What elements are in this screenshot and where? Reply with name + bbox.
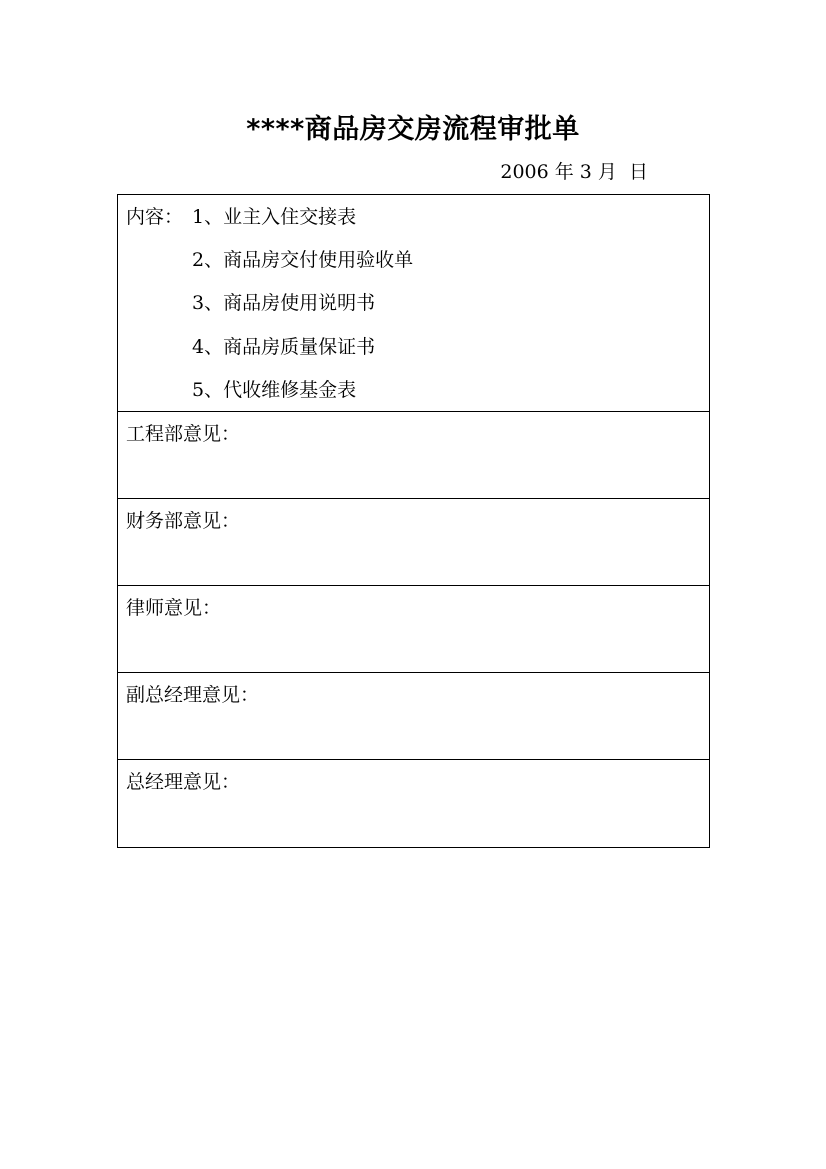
content-item-3: 3、商品房使用说明书: [192, 292, 376, 314]
gm-opinion-label: 总经理意见：: [126, 771, 241, 793]
gm-opinion-row[interactable]: [118, 760, 709, 847]
deputy-gm-opinion-row[interactable]: [118, 673, 709, 760]
content-row: [118, 195, 709, 412]
engineering-opinion-row[interactable]: [118, 412, 709, 499]
content-item-1: 1、业主入住交接表: [192, 206, 357, 228]
content-label: 内容：: [126, 206, 184, 228]
finance-opinion-row[interactable]: [118, 499, 709, 586]
document-title: ****商品房交房流程审批单: [246, 114, 580, 145]
content-item-5: 5、代收维修基金表: [192, 379, 357, 401]
content-item-4: 4、商品房质量保证书: [192, 336, 376, 358]
lawyer-opinion-label: 律师意见：: [126, 597, 222, 619]
deputy-gm-opinion-label: 副总经理意见：: [126, 684, 260, 706]
document-date: 2006 年 3 月 日: [500, 161, 648, 183]
engineering-opinion-label: 工程部意见：: [126, 423, 241, 445]
content-item-2: 2、商品房交付使用验收单: [192, 249, 414, 271]
approval-form-table: [117, 194, 710, 848]
finance-opinion-label: 财务部意见：: [126, 510, 241, 532]
lawyer-opinion-row[interactable]: [118, 586, 709, 673]
